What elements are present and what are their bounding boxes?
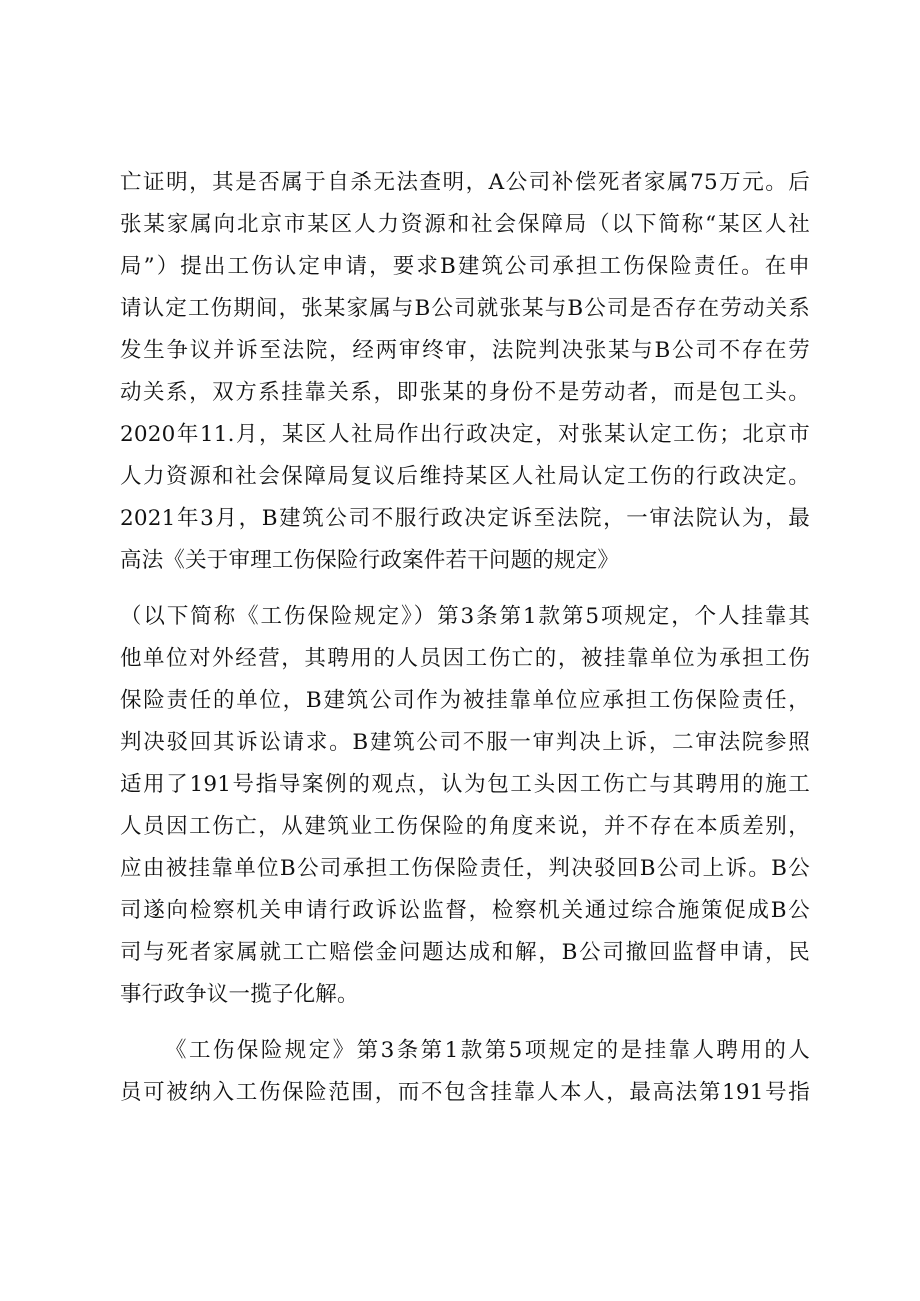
text-line: 判决驳回其诉讼请求。B建筑公司不服一审判决上诉，二审法院参照	[120, 730, 810, 755]
text-line: 应由被挂靠单位B公司承担工伤保险责任，判决驳回B公司上诉。B公	[120, 856, 810, 881]
text-line: 员可被纳入工伤保险范围，而不包含挂靠人本人，最高法第191号指	[120, 1080, 810, 1105]
text-line: 高法《关于审理工伤保险行政案件若干问题的规定》	[120, 548, 620, 573]
text-line: 发生争议并诉至法院，经两审终审，法院判决张某与B公司不存在劳	[120, 338, 810, 363]
text-line: 他单位对外经营，其聘用的人员因工伤亡的，被挂靠单位为承担工伤	[120, 646, 810, 671]
text-line: 司与死者家属就工亡赔偿金问题达成和解，B公司撤回监督申请，民	[120, 940, 810, 965]
text-line: 2020年11.月，某区人社局作出行政决定，对张某认定工伤；北京市	[120, 422, 810, 447]
text-line: 人员因工伤亡，从建筑业工伤保险的角度来说，并不存在本质差别，	[120, 814, 810, 839]
text-line: 张某家属向北京市某区人力资源和社会保障局（以下简称“某区人社	[120, 212, 810, 237]
text-line: 亡证明，其是否属于自杀无法查明，A公司补偿死者家属75万元。后	[120, 170, 810, 195]
text-line: （以下简称《工伤保险规定》）第3条第1款第5项规定，个人挂靠其	[120, 604, 810, 629]
text-line: 司遂向检察机关申请行政诉讼监督，检察机关通过综合施策促成B公	[120, 898, 810, 923]
text-line: 事行政争议一揽子化解。	[120, 982, 359, 1007]
text-line: 人力资源和社会保障局复议后维持某区人社局认定工伤的行政决定。	[120, 464, 810, 489]
text-line: 适用了191号指导案例的观点，认为包工头因工伤亡与其聘用的施工	[120, 772, 810, 797]
text-line: 《工伤保险规定》第3条第1款第5项规定的是挂靠人聘用的人	[165, 1038, 810, 1063]
text-line: 2021年3月，B建筑公司不服行政决定诉至法院，一审法院认为，最	[120, 506, 810, 531]
text-line: 保险责任的单位，B建筑公司作为被挂靠单位应承担工伤保险责任，	[120, 688, 810, 713]
text-line: 局”）提出工伤认定申请，要求B建筑公司承担工伤保险责任。在申	[120, 254, 810, 279]
text-line: 请认定工伤期间，张某家属与B公司就张某与B公司是否存在劳动关系	[120, 296, 810, 321]
text-line: 动关系，双方系挂靠关系，即张某的身份不是劳动者，而是包工头。	[120, 380, 810, 405]
